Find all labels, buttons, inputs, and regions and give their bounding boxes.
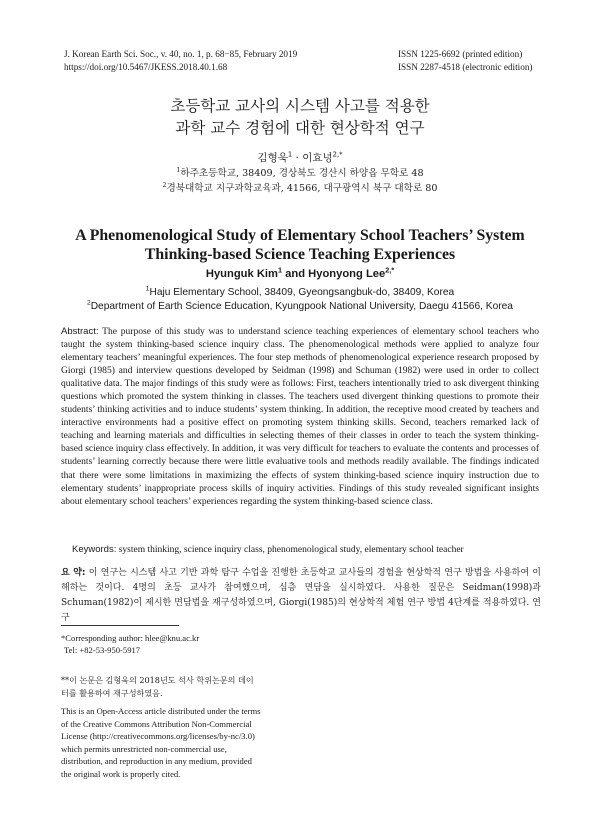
abstract xyxy=(61,325,539,508)
english-authors xyxy=(0,265,600,280)
abstract-text: The purpose of this study was to understand science teaching experiences of elementary school teachers who taught the system thinking-based science inquiry class. The phenomenological methods were applied to analyze four elementary teachers’ meaningful experiences. The four step methods of phenomenological experience research proposed by Giorgi (1985) and interview questions developed by Seidman (1998) and Schuman (1982) were used in order to collect qualitative data. The major findings of this study were as follows: First, teachers intentionally tried to ask divergent thinking questions which promoted the system thinking in classes. The teachers used divergent thinking questions to promote their students’ thinking activities and to induce students’ system thinking. In addition, the receptive mood created by teachers and interactive environments had a positive effect on promoting system thinking skills. Second, teachers remarked lack of teaching and learning materials and difficulties in selecting themes of their classes in order to teach the system thinking-based science inquiry class effectively. In addition, it was very difficult for teachers to evaluate the contents and processes of students’ learning correctly because there were little evaluative tools and methods readily available. The findings indicated that there were some limitations in maximizing the effects of system thinking-based science inquiry instruction due to elementary students’ inappropriate process skills of inquiry activities. Findings of this study revealed significant insights about elementary school teachers’ experiences regarding the system thinking-based science class. xyxy=(61,326,539,507)
korean-summary-label: 요 약: xyxy=(61,568,86,578)
korean-affiliation-2 xyxy=(0,182,600,195)
english-title xyxy=(0,226,600,264)
korean-aff1-text: 하주초등학교, 38409, 경상북도 경산시 하양읍 무학로 48 xyxy=(180,168,424,179)
author-separator: · xyxy=(292,152,303,164)
english-affiliation-2 xyxy=(0,300,600,313)
english-author1-sup: 1 xyxy=(277,265,283,275)
issn-electronic: ISSN 2287-4518 (electronic edition) xyxy=(398,61,533,72)
korean-affiliation-1 xyxy=(0,167,600,180)
abstract-label: Abstract: xyxy=(61,326,99,337)
korean-aff1-sup: 1 xyxy=(176,166,181,174)
journal-citation: J. Korean Earth Sci. Soc., v. 40, no. 1, p. 68−85, February 2019 xyxy=(64,49,298,59)
korean-authors xyxy=(0,150,600,165)
keywords-text: system thinking, science inquiry class, phenomenological study, elementary school teacher xyxy=(116,545,464,555)
english-author1: Hyunguk Kim xyxy=(205,268,278,280)
english-affiliation-1 xyxy=(0,286,600,299)
korean-author1-sup: 1 xyxy=(287,150,293,159)
korean-summary-text: 이 연구는 시스템 사고 기반 과학 탐구 수업을 진행한 초등학교 교사들의 경험을 현상학적 연구 방법을 사용하여 이해하는 것이다. 4명의 초등 교사가 참여했으며, 심층 면담을 실시하였다. 사용한 질문은 Seidman(1998)과 Schuman(1982)이 제시한 면담법을 재구성하였으며, Giorgi(1985)의 현상학적 체험 연구 방법 4단계를 적용하였다. 연구 xyxy=(61,568,541,623)
korean-author1: 김형욱 xyxy=(257,152,288,164)
korean-author2: 이효녕 xyxy=(302,152,333,164)
english-title-line2: Thinking-based Science Teaching Experiences xyxy=(144,246,456,263)
author-and: and xyxy=(282,268,309,280)
keywords xyxy=(72,543,542,557)
english-aff1-text: Haju Elementary School, 38409, Gyeongsangbuk-do, 38409, Korea xyxy=(149,287,455,298)
english-aff2-text: Department of Earth Science Education, Kyungpook National University, Daegu 41566, Korea xyxy=(90,301,513,312)
thesis-note: **이 논문은 김형욱의 2018년도 석사 학위논문의 데이터를 활용하여 재구성하였음. xyxy=(61,675,254,698)
license-notice: This is an Open-Access article distributed under the terms of the Creative Commons Attribution Non-Commercial License (http://creativecommons.org/licenses/by-nc/3.0) which permits unrestricted non-commercial use, distribution, and reproduction in any medium, provided the original work is properly cited. xyxy=(61,706,261,779)
korean-aff2-sup: 2 xyxy=(162,181,167,189)
journal-header-left xyxy=(64,48,297,73)
korean-aff2-text: 경북대학교 지구과학교육과, 41566, 대구광역시 북구 대학로 80 xyxy=(166,183,438,194)
korean-author2-sup: 2,* xyxy=(332,150,343,159)
doi-link[interactable]: https://doi.org/10.5467/JKESS.2018.40.1.68 xyxy=(64,61,228,72)
corresponding-tel: Tel: +82-53-950-5917 xyxy=(64,645,141,655)
english-author2-sup: 2,* xyxy=(385,265,395,275)
korean-summary xyxy=(61,566,541,626)
korean-title xyxy=(0,95,600,139)
keywords-label: Keywords: xyxy=(72,544,117,555)
english-aff2-sup: 2 xyxy=(87,299,91,307)
footnote-divider xyxy=(61,625,179,626)
corresponding-author xyxy=(61,632,199,656)
korean-title-line2: 과학 교수 경험에 대한 현상학적 연구 xyxy=(175,119,425,137)
korean-title-line1: 초등학교 교사의 시스템 사고를 적용한 xyxy=(170,97,430,115)
corresponding-email: *Corresponding author: hlee@knu.ac.kr xyxy=(61,633,200,643)
english-author2: Hyonyong Lee xyxy=(308,268,386,280)
english-title-line1: A Phenomenological Study of Elementary School Teachers’ System xyxy=(75,227,525,244)
issn-print: ISSN 1225-6692 (printed edition) xyxy=(398,49,523,59)
journal-header-right xyxy=(398,48,532,73)
english-aff1-sup: 1 xyxy=(145,285,150,293)
